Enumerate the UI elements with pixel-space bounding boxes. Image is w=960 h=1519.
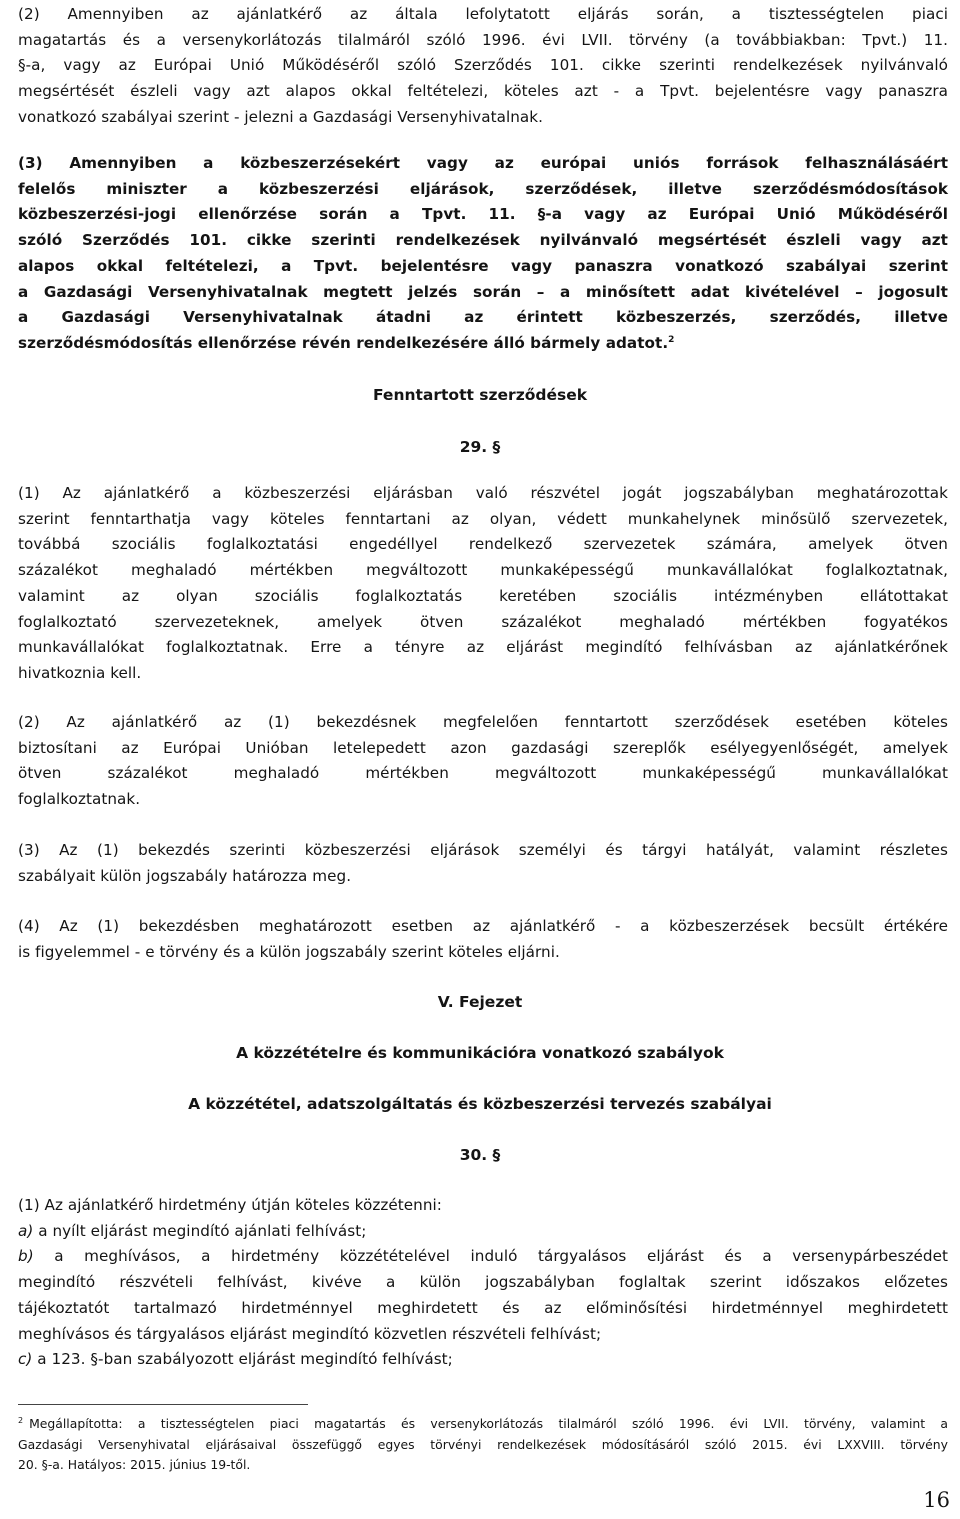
footnote-line [18,1414,948,1435]
text-line: továbbá szociális foglalkoztatási engedéllyel rendelkező szervezetek számára, amelyek ötven [18,535,948,554]
footnote-reference[interactable]: 2 [668,334,675,345]
footnote-line: Gazdasági Versenyhivatal eljárásaival összefüggő egyes törvényi rendelkezések módosításáról szóló 2015. évi LXXVIII. törvény [18,1436,948,1452]
text-line: (2) Az ajánlatkérő az (1) bekezdésnek megfelelően fenntartott szerződések esetében köteles [18,713,948,731]
text-line: megsértését észleli vagy azt alapos okkal feltételezi, köteles azt - a Tpvt. bejelentésre vagy panaszra [18,82,948,101]
text-line: szerződésmódosítás ellenőrzése révén rendelkezésére álló bármely adatot. [18,333,669,352]
text-line: (1) Az ajánlatkérő hirdetmény útján köteles közzétenni: [18,1196,442,1214]
list-item-a [18,1219,948,1245]
text-line-last [18,331,948,357]
page-number: 16 [923,1488,950,1512]
text-line: ötven százalékot meghaladó mértékben megváltozott munkaképességű munkavállalókat [18,764,948,783]
text-line: megindító részvételi felhívást, kivéve a külön jogszabályban foglaltak szerint időszakos előzetes [18,1273,948,1292]
text-line: §-a, vagy az Európai Unió Működéséről szóló Szerződés 101. cikke szerinti rendelkezések nyilvánvaló [18,56,948,75]
list-marker: c) [18,1350,33,1369]
text-line: szóló Szerződés 101. cikke szerinti rendelkezések nyilvánvaló megsértését észleli vagy azt [18,231,948,250]
text-line: foglalkoztatnak. [18,790,141,809]
section-number-30: 30. § [459,1146,501,1164]
chapter-subtitle: A közzétételre és kommunikációra vonatkozó szabályok [236,1044,724,1062]
list-item-b [18,1244,948,1270]
list-text: a nyílt eljárást megindító ajánlati felhívást; [33,1221,367,1240]
text-line: vonatkozó szabályai szerint - jelezni a Gazdasági Versenyhivatalnak. [18,107,543,126]
text-line: a Gazdasági Versenyhivatalnak megtett jelzés során – a minősített adat kivételével – jogosult [18,282,948,301]
text-line: valamint az olyan szociális foglalkoztatás keretében szociális intézményben ellátottakat [18,586,948,605]
section-group-title: A közzététel, adatszolgáltatás és közbeszerzési tervezés szabályai [188,1095,772,1113]
text-line: közbeszerzési-jogi ellenőrzése során a Tpvt. 11. §-a vagy az Európai Unió Működéséről [18,205,948,224]
paragraph-28-3 [18,151,948,357]
section-number-29: 29. § [459,438,501,456]
text-line: magatartás és a versenykorlátozás tilalmáról szóló 1996. évi LVII. törvény (a továbbiakban: Tpvt.) 11. [18,30,948,49]
list-text: a meghívásos, a hirdetmény közzétételével induló tárgyalásos eljárást és a versenypárbeszédet [33,1247,948,1266]
text-line: munkavállalókat foglalkoztatnak. Erre a tényre az eljárást megindító felhívásban az ajánlatkérőnek [18,638,948,657]
footnote [18,1414,948,1476]
text-line: felelős miniszter a közbeszerzési eljárások, szerződések, illetve szerződésmódosítások [18,179,948,198]
text-line: alapos okkal feltételezi, a Tpvt. bejelentésre vagy panaszra vonatkozó szabályai szerint [18,256,948,275]
text-line: is figyelemmel - e törvény és a külön jogszabály szerint köteles eljárni. [18,942,560,961]
text-line: foglalkoztató szervezeteknek, amelyek ötven százalékot meghaladó mértékben fogyatékos [18,612,948,631]
text-line: (3) Amennyiben a közbeszerzésekért vagy az európai uniós források felhasználásáért [18,154,948,172]
text-line: szabályait külön jogszabály határozza meg. [18,866,352,885]
text-line: meghívásos és tárgyalásos eljárást megindító közvetlen részvételi felhívást; [18,1324,602,1343]
list-item-c [18,1347,948,1373]
footnote-line: 20. §-a. Hatályos: 2015. június 19-től. [18,1457,251,1472]
footnote-text: Megállapította: a tisztességtelen piaci magatartás és versenykorlátozás tilalmáról szóló 1996. évi LVII. törvény, valamint a [29,1416,948,1431]
text-line: (2) Amennyiben az ajánlatkérő az általa lefolytatott eljárás során, a tisztességtelen piaci [18,5,948,23]
paragraph-30-1 [18,1193,948,1373]
paragraph-29-1 [18,481,948,687]
text-line: (1) Az ajánlatkérő a közbeszerzési eljárásban való részvétel jogát jogszabályban meghatározottak [18,484,948,502]
paragraph-28-2 [18,2,948,131]
footnote-divider [18,1404,308,1405]
text-line: tájékoztatót tartalmazó hirdetménnyel meghirdetett és az előminősítési hirdetménnyel meghirdetett [18,1298,948,1317]
text-line: biztosítani az Európai Unióban letelepedett azon gazdasági szereplők esélyegyenlőségét, amelyek [18,738,948,757]
text-line: százalékot meghaladó mértékben megváltozott munkaképességű munkavállalókat foglalkoztatnak, [18,561,948,580]
paragraph-29-3 [18,838,948,889]
list-marker: a) [18,1221,34,1240]
list-marker: b) [18,1247,34,1266]
chapter-title: V. Fejezet [437,993,523,1011]
paragraph-29-4 [18,914,948,965]
text-line: (3) Az (1) bekezdés szerinti közbeszerzési eljárások személyi és tárgyi hatályát, valamint részletes [18,841,948,859]
text-line: (4) Az (1) bekezdésben meghatározott esetben az ajánlatkérő - a közbeszerzések becsült értékére [18,917,948,935]
text-line: hivatkoznia kell. [18,663,142,682]
section-heading-fenntartott: Fenntartott szerződések [372,386,588,404]
text-line: szerint fenntarthatja vagy köteles fenntartani az olyan, védett munkahelynek minősülő szervezetek, [18,509,948,528]
footnote-marker: 2 [18,1415,24,1425]
paragraph-29-2 [18,710,948,813]
list-text: a 123. §-ban szabályozott eljárást megindító felhívást; [32,1350,453,1369]
text-line: a Gazdasági Versenyhivatalnak átadni az érintett közbeszerzés, szerződés, illetve [18,308,948,327]
